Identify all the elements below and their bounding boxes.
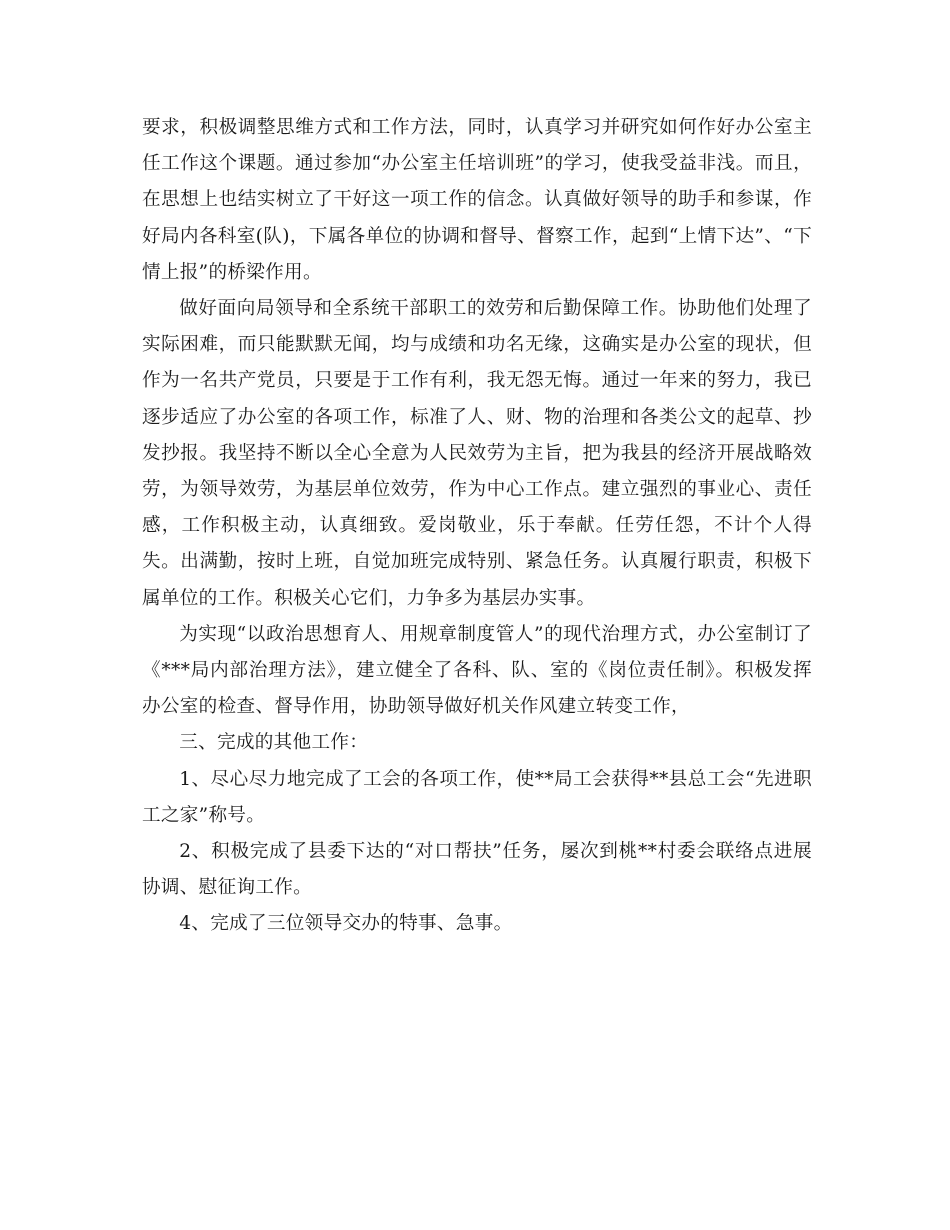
list-item-union-work: 1、尽心尽力地完成了工会的各项工作，使**局工会获得**县总工会“先进职工之家”称号。: [142, 768, 812, 826]
list-item-leader-tasks: 4、完成了三位领导交办的特事、急事。: [179, 913, 513, 935]
document-body: [142, 110, 812, 943]
list-item-assistance-task: 2、积极完成了县委下达的“对口帮扶”任务，屡次到桃**村委会联络点进展协调、慰征询工作。: [142, 841, 812, 899]
section-heading-other-work: 三、完成的其他工作：: [179, 732, 369, 754]
paragraph-continued: 要求，积极调整思维方式和工作方法，同时，认真学习并研究如何作好办公室主任工作这个课题。通过参加“办公室主任培训班”的学习，使我受益非浅。而且，在思想上也结实树立了干好这一项工作的信念。认真做好领导的助手和参谋，作好局内各科室(队)，下属各单位的协调和督导、督察工作，起到“上情下达”、“下情上报”的桥梁作用。: [142, 117, 812, 283]
paragraph-management-system: 为实现“以政治思想育人、用规章制度管人”的现代治理方式，办公室制订了《***局内部治理方法》，建立健全了各科、队、室的《岗位责任制》。积极发挥办公室的检查、督导作用，协助领导做好机关作风建立转变工作，: [142, 623, 812, 718]
paragraph-service-work: 做好面向局领导和全系统干部职工的效劳和后勤保障工作。协助他们处理了实际困难，而只能默默无闻，均与成绩和功名无缘，这确实是办公室的现状，但作为一名共产党员，只要是于工作有利，我无怨无悔。通过一年来的努力，我已逐步适应了办公室的各项工作，标准了人、财、物的治理和各类公文的起草、抄发抄报。我坚持不断以全心全意为人民效劳为主旨，把为我县的经济开展战略效劳，为领导效劳，为基层单位效劳，作为中心工作点。建立强烈的事业心、责任感，工作积极主动，认真细致。爱岗敬业，乐于奉献。任劳任怨，不计个人得失。出满勤，按时上班，自觉加班完成特别、紧急任务。认真履行职责，积极下属单位的工作。积极关心它们，力争多为基层办实事。: [142, 298, 812, 609]
